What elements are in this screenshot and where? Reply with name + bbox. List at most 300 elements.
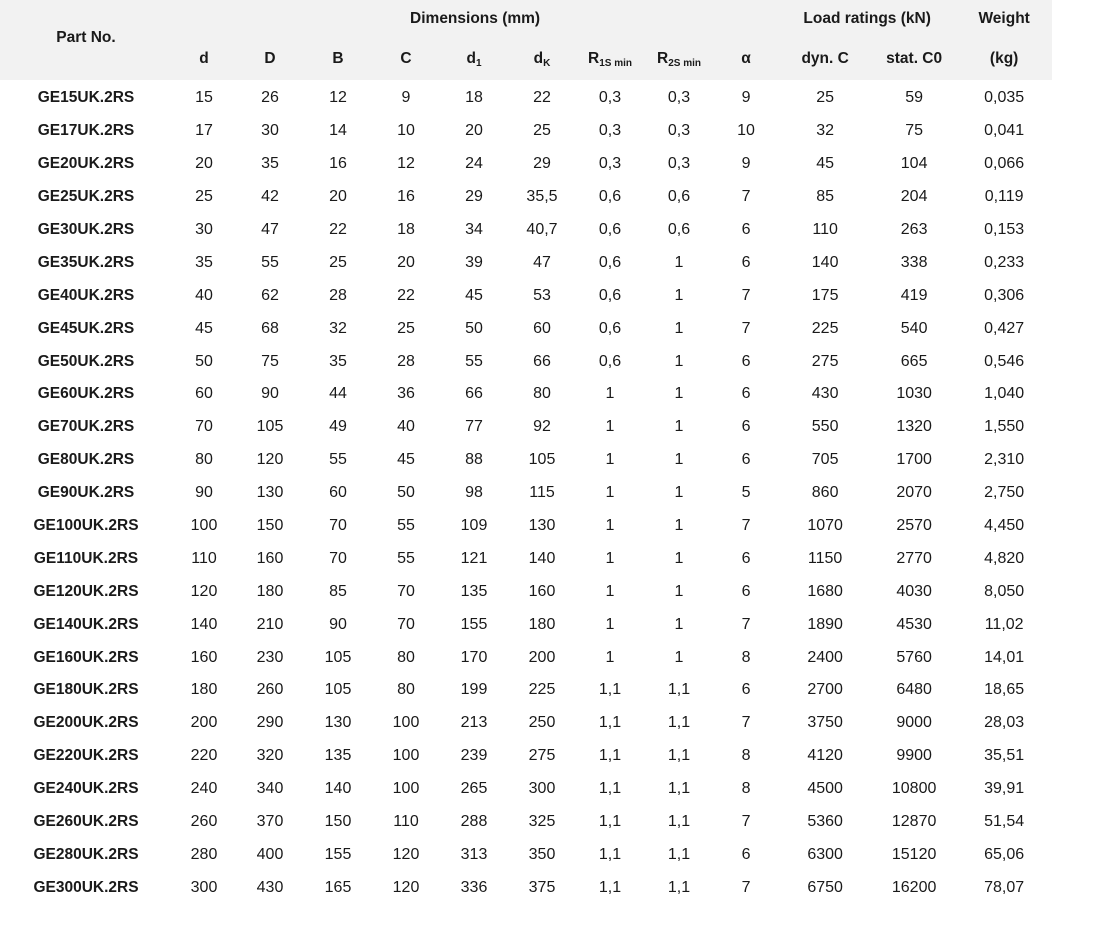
header-col-B: B [304,38,372,80]
cell-d: 300 [190,878,218,896]
cell-C: 100 [392,747,420,765]
cell-stat-c0: 15120 [891,845,937,863]
cell-alpha: 8 [741,648,751,666]
cell-part-no: GE80UK.2RS [37,451,135,469]
cell-part-no: GE280UK.2RS [33,845,139,863]
table-row [0,214,1052,247]
cell-alpha: 5 [741,484,751,502]
cell-dyn-c: 4120 [807,747,843,765]
cell-dyn-c: 32 [816,122,835,140]
cell-dk: 66 [533,352,551,370]
cell-dk: 350 [528,845,556,863]
cell-C: 25 [397,319,415,337]
cell-stat-c0: 419 [900,286,928,304]
cell-part-no: GE25UK.2RS [37,188,135,206]
table-row [0,148,1052,181]
cell-r1s-min: 1 [605,549,615,567]
cell-r2s-min: 1 [674,582,684,600]
cell-D: 210 [256,615,284,633]
cell-weight: 1,550 [984,418,1025,436]
cell-dk: 325 [528,813,556,831]
cell-d: 220 [190,747,218,765]
cell-C: 100 [392,714,420,732]
cell-dyn-c: 705 [811,451,839,469]
header-col-d1 [440,38,508,80]
cell-d: 200 [190,714,218,732]
header-group-weight: Weight [956,0,1052,38]
table-row [0,806,1052,839]
cell-d1: 29 [465,188,483,206]
cell-dyn-c: 6300 [807,845,843,863]
cell-D: 120 [256,451,284,469]
cell-C: 55 [397,517,415,535]
cell-B: 150 [324,813,352,831]
cell-stat-c0: 1700 [896,451,932,469]
cell-d: 15 [195,89,213,107]
cell-r1s-min: 1 [605,385,615,403]
cell-d: 40 [195,286,213,304]
cell-dyn-c: 6750 [807,878,843,896]
cell-alpha: 7 [741,286,751,304]
cell-r1s-min: 1,1 [598,681,622,699]
cell-dk: 200 [528,648,556,666]
cell-C: 12 [397,155,415,173]
cell-r1s-min: 0,6 [598,352,622,370]
cell-B: 130 [324,714,352,732]
header-col-r2-main: R [657,49,669,67]
cell-part-no: GE110UK.2RS [33,549,139,567]
table-body [0,80,1052,904]
cell-part-no: GE35UK.2RS [37,253,135,271]
cell-dk: 225 [528,681,556,699]
cell-r2s-min: 1,1 [667,813,691,831]
cell-dyn-c: 2400 [807,648,843,666]
cell-r2s-min: 1 [674,615,684,633]
table-row [0,575,1052,608]
table-row [0,312,1052,345]
cell-weight: 28,03 [984,714,1025,732]
cell-d: 30 [195,221,213,238]
cell-d: 110 [191,549,217,567]
cell-dyn-c: 1680 [807,582,843,600]
cell-stat-c0: 4030 [896,582,932,600]
cell-B: 32 [329,319,347,337]
cell-B: 20 [329,188,347,206]
cell-dyn-c: 550 [811,418,839,436]
cell-dk: 250 [528,714,556,732]
cell-d1: 199 [460,681,488,699]
table-row [0,871,1052,904]
cell-alpha: 7 [741,615,751,633]
cell-stat-c0: 9900 [896,747,932,765]
cell-D: 62 [261,286,279,304]
cell-D: 55 [261,253,279,271]
cell-B: 16 [329,155,347,173]
header-row-groups [0,0,1052,38]
cell-weight: 65,06 [984,845,1025,863]
table-row [0,838,1052,871]
table-row [0,510,1052,543]
cell-stat-c0: 1320 [896,418,932,436]
cell-dyn-c: 4500 [807,780,843,798]
cell-B: 105 [324,648,352,666]
cell-r2s-min: 1 [674,319,684,337]
cell-d: 120 [190,582,218,600]
cell-r1s-min: 1,1 [598,845,622,863]
cell-dyn-c: 275 [811,352,839,370]
cell-r1s-min: 0,3 [598,122,622,140]
cell-dk: 130 [528,517,556,535]
cell-B: 165 [324,878,352,896]
cell-weight: 51,54 [984,813,1025,831]
cell-weight: 0,546 [984,352,1025,370]
cell-D: 370 [256,813,284,831]
cell-dk: 80 [533,385,551,403]
cell-d1: 45 [465,286,483,304]
table-row [0,542,1052,575]
cell-alpha: 8 [741,747,751,765]
cell-B: 105 [324,681,352,699]
cell-r1s-min: 0,6 [598,319,622,337]
cell-dyn-c: 1890 [807,615,843,633]
cell-dyn-c: 110 [812,221,838,238]
cell-d: 240 [190,780,218,798]
cell-d: 140 [190,615,218,633]
cell-r2s-min: 1 [674,253,684,271]
cell-alpha: 10 [737,122,755,140]
cell-d: 260 [190,813,218,831]
cell-alpha: 7 [741,319,751,337]
table-row [0,608,1052,641]
cell-alpha: 7 [741,878,751,896]
cell-D: 260 [256,681,284,699]
cell-alpha: 6 [741,451,751,469]
cell-d1: 20 [465,122,483,140]
cell-r1s-min: 1,1 [598,747,622,765]
cell-dyn-c: 860 [811,484,839,502]
cell-dyn-c: 3750 [807,714,843,732]
cell-weight: 8,050 [984,582,1025,600]
cell-B: 155 [324,845,352,863]
cell-r1s-min: 1,1 [598,813,622,831]
header-col-r2s-min [644,38,714,80]
cell-weight: 2,750 [984,484,1025,502]
cell-dk: 160 [528,582,556,600]
cell-dk: 180 [528,615,556,633]
cell-weight: 1,040 [984,385,1025,403]
header-col-d1-sub: 1 [475,57,482,69]
cell-r2s-min: 1 [674,484,684,502]
cell-stat-c0: 338 [900,253,928,271]
cell-part-no: GE180UK.2RS [33,681,139,699]
cell-D: 130 [256,484,284,502]
cell-part-no: GE15UK.2RS [37,89,135,107]
cell-weight: 4,450 [984,517,1025,535]
cell-dk: 40,7 [526,221,558,238]
cell-alpha: 6 [741,221,751,238]
cell-D: 180 [256,582,284,600]
cell-r2s-min: 0,6 [667,221,691,238]
cell-C: 40 [397,418,415,436]
cell-part-no: GE45UK.2RS [37,319,135,337]
cell-stat-c0: 2770 [896,549,932,567]
cell-r1s-min: 1,1 [598,714,622,732]
cell-r2s-min: 0,3 [667,155,691,173]
cell-C: 80 [397,681,415,699]
cell-dyn-c: 175 [811,286,839,304]
cell-r2s-min: 0,3 [667,122,691,140]
cell-weight: 4,820 [984,549,1025,567]
cell-dk: 60 [533,319,551,337]
cell-dyn-c: 430 [811,385,839,403]
cell-d1: 50 [465,319,483,337]
table-row [0,411,1052,444]
header-col-dk [508,38,576,80]
cell-d: 80 [195,451,213,469]
cell-alpha: 9 [741,89,751,107]
header-col-r1-sub: 1S min [599,57,632,69]
cell-part-no: GE200UK.2RS [33,714,139,732]
cell-stat-c0: 1030 [896,385,932,403]
cell-dk: 29 [533,155,551,173]
cell-dk: 22 [533,89,551,107]
cell-D: 75 [261,352,279,370]
cell-r2s-min: 1,1 [667,845,691,863]
table-row [0,674,1052,707]
cell-weight: 0,035 [984,89,1025,107]
table-row [0,246,1052,279]
cell-D: 320 [256,747,284,765]
header-col-r1s-min [576,38,644,80]
cell-r1s-min: 0,3 [598,89,622,107]
header-part-no: Part No. [0,0,172,80]
cell-stat-c0: 59 [905,89,924,107]
cell-part-no: GE70UK.2RS [37,418,135,436]
cell-D: 105 [256,418,284,436]
cell-stat-c0: 6480 [896,681,932,699]
header-col-alpha: α [714,38,778,80]
cell-alpha: 7 [741,188,751,206]
table-row [0,641,1052,674]
cell-B: 12 [329,89,347,107]
header-col-stat-c0: stat. C0 [872,38,956,80]
cell-d1: 39 [465,253,483,271]
cell-d: 90 [195,484,213,502]
cell-r1s-min: 0,6 [598,188,622,206]
cell-C: 22 [397,286,415,304]
cell-B: 14 [329,122,347,140]
table-row [0,378,1052,411]
cell-dyn-c: 45 [816,155,835,173]
cell-d: 45 [195,319,213,337]
cell-r1s-min: 1,1 [598,878,622,896]
cell-d: 70 [195,418,213,436]
header-col-dk-main: d [533,49,544,67]
cell-D: 90 [261,385,279,403]
cell-alpha: 8 [741,780,751,798]
cell-d: 25 [195,188,213,206]
cell-alpha: 7 [741,714,751,732]
cell-stat-c0: 104 [900,155,928,173]
cell-d1: 170 [460,648,488,666]
cell-stat-c0: 263 [900,221,928,238]
cell-weight: 0,427 [984,319,1025,337]
cell-dk: 53 [533,286,551,304]
cell-dyn-c: 85 [816,188,835,206]
table-row [0,181,1052,214]
cell-r2s-min: 0,6 [667,188,691,206]
cell-C: 20 [397,253,415,271]
cell-d1: 313 [460,845,488,863]
cell-B: 55 [329,451,347,469]
cell-B: 70 [329,549,347,567]
header-col-r1-main: R [588,49,600,67]
cell-part-no: GE140UK.2RS [33,615,139,633]
header-col-D: D [236,38,304,80]
cell-alpha: 6 [741,253,751,271]
cell-C: 120 [392,845,420,863]
cell-r1s-min: 1,1 [598,780,622,798]
cell-weight: 0,041 [984,122,1025,140]
cell-weight: 14,01 [984,648,1025,666]
cell-weight: 0,306 [984,286,1025,304]
cell-stat-c0: 204 [900,188,928,206]
cell-d: 35 [195,253,213,271]
cell-weight: 35,51 [984,747,1025,765]
cell-d: 50 [195,352,213,370]
cell-weight: 0,066 [984,155,1025,173]
cell-part-no: GE50UK.2RS [37,352,135,370]
cell-r2s-min: 1 [674,418,684,436]
cell-d1: 213 [460,714,488,732]
cell-D: 340 [256,780,284,798]
cell-stat-c0: 12870 [891,813,937,831]
cell-alpha: 6 [741,352,751,370]
cell-dyn-c: 140 [811,253,839,271]
cell-dk: 92 [533,418,551,436]
cell-d1: 98 [465,484,483,502]
cell-r1s-min: 0,6 [598,221,622,238]
cell-d1: 66 [465,385,483,403]
cell-C: 70 [397,615,415,633]
cell-alpha: 7 [741,517,751,535]
cell-C: 110 [393,813,419,831]
cell-d1: 135 [460,582,488,600]
cell-dyn-c: 25 [816,89,835,107]
cell-B: 90 [329,615,347,633]
cell-stat-c0: 16200 [891,878,937,896]
table-row [0,444,1052,477]
cell-d1: 77 [465,418,483,436]
header-col-r2-sub: 2S min [668,57,701,69]
cell-part-no: GE240UK.2RS [33,780,139,798]
cell-stat-c0: 665 [900,352,928,370]
cell-part-no: GE260UK.2RS [33,813,139,831]
cell-dk: 35,5 [526,188,558,206]
cell-C: 120 [392,878,420,896]
cell-B: 35 [329,352,347,370]
cell-C: 80 [397,648,415,666]
cell-dyn-c: 1150 [807,549,843,567]
cell-d: 100 [190,517,218,535]
header-col-d1-main: d [466,49,476,67]
header-group-load-ratings: Load ratings (kN) [778,0,956,38]
cell-part-no: GE220UK.2RS [33,747,139,765]
cell-d1: 24 [465,155,483,173]
cell-part-no: GE20UK.2RS [37,155,135,173]
cell-stat-c0: 2070 [896,484,932,502]
cell-part-no: GE90UK.2RS [37,484,135,502]
cell-d1: 288 [460,813,488,831]
cell-B: 140 [324,780,352,798]
cell-d: 280 [190,845,218,863]
cell-D: 160 [256,549,284,567]
header-col-kg: (kg) [956,38,1052,80]
header-col-dyn-c: dyn. C [778,38,872,80]
cell-C: 45 [397,451,415,469]
cell-r2s-min: 1 [674,385,684,403]
cell-d1: 18 [465,89,483,107]
cell-weight: 11,02 [984,615,1024,633]
cell-D: 68 [261,319,279,337]
header-group-dimensions: Dimensions (mm) [172,0,778,38]
cell-D: 47 [261,221,279,238]
cell-r2s-min: 1 [674,517,684,535]
cell-stat-c0: 540 [900,319,928,337]
cell-d: 160 [190,648,218,666]
cell-stat-c0: 75 [905,122,924,140]
cell-d1: 155 [460,615,488,633]
cell-part-no: GE300UK.2RS [33,878,139,896]
cell-r1s-min: 1 [605,648,615,666]
cell-r1s-min: 1 [605,451,615,469]
cell-r2s-min: 1,1 [667,747,691,765]
cell-dk: 275 [528,747,556,765]
cell-weight: 2,310 [984,451,1025,469]
cell-dk: 140 [528,549,556,567]
cell-dyn-c: 1070 [807,517,843,535]
cell-r2s-min: 1 [674,286,684,304]
cell-r2s-min: 1 [674,352,684,370]
cell-B: 85 [329,582,347,600]
cell-weight: 39,91 [984,780,1025,798]
table-row [0,345,1052,378]
cell-weight: 0,153 [984,221,1025,238]
cell-D: 430 [256,878,284,896]
cell-C: 9 [401,89,411,107]
cell-B: 135 [324,747,352,765]
cell-weight: 0,233 [984,253,1025,271]
cell-B: 60 [329,484,347,502]
cell-stat-c0: 5760 [896,648,932,666]
cell-r1s-min: 1 [605,484,615,502]
cell-d1: 34 [465,221,483,238]
cell-stat-c0: 10800 [891,780,937,798]
cell-r2s-min: 0,3 [667,89,691,107]
cell-r2s-min: 1 [674,549,684,567]
cell-d1: 239 [460,747,488,765]
cell-dk: 375 [528,878,556,896]
cell-B: 44 [329,385,347,403]
cell-part-no: GE100UK.2RS [33,517,139,535]
cell-part-no: GE30UK.2RS [37,221,135,238]
cell-B: 49 [329,418,347,436]
cell-r2s-min: 1,1 [667,681,691,699]
cell-d1: 55 [465,352,483,370]
cell-part-no: GE120UK.2RS [33,582,139,600]
cell-r1s-min: 1 [605,615,615,633]
cell-r1s-min: 0,3 [598,155,622,173]
